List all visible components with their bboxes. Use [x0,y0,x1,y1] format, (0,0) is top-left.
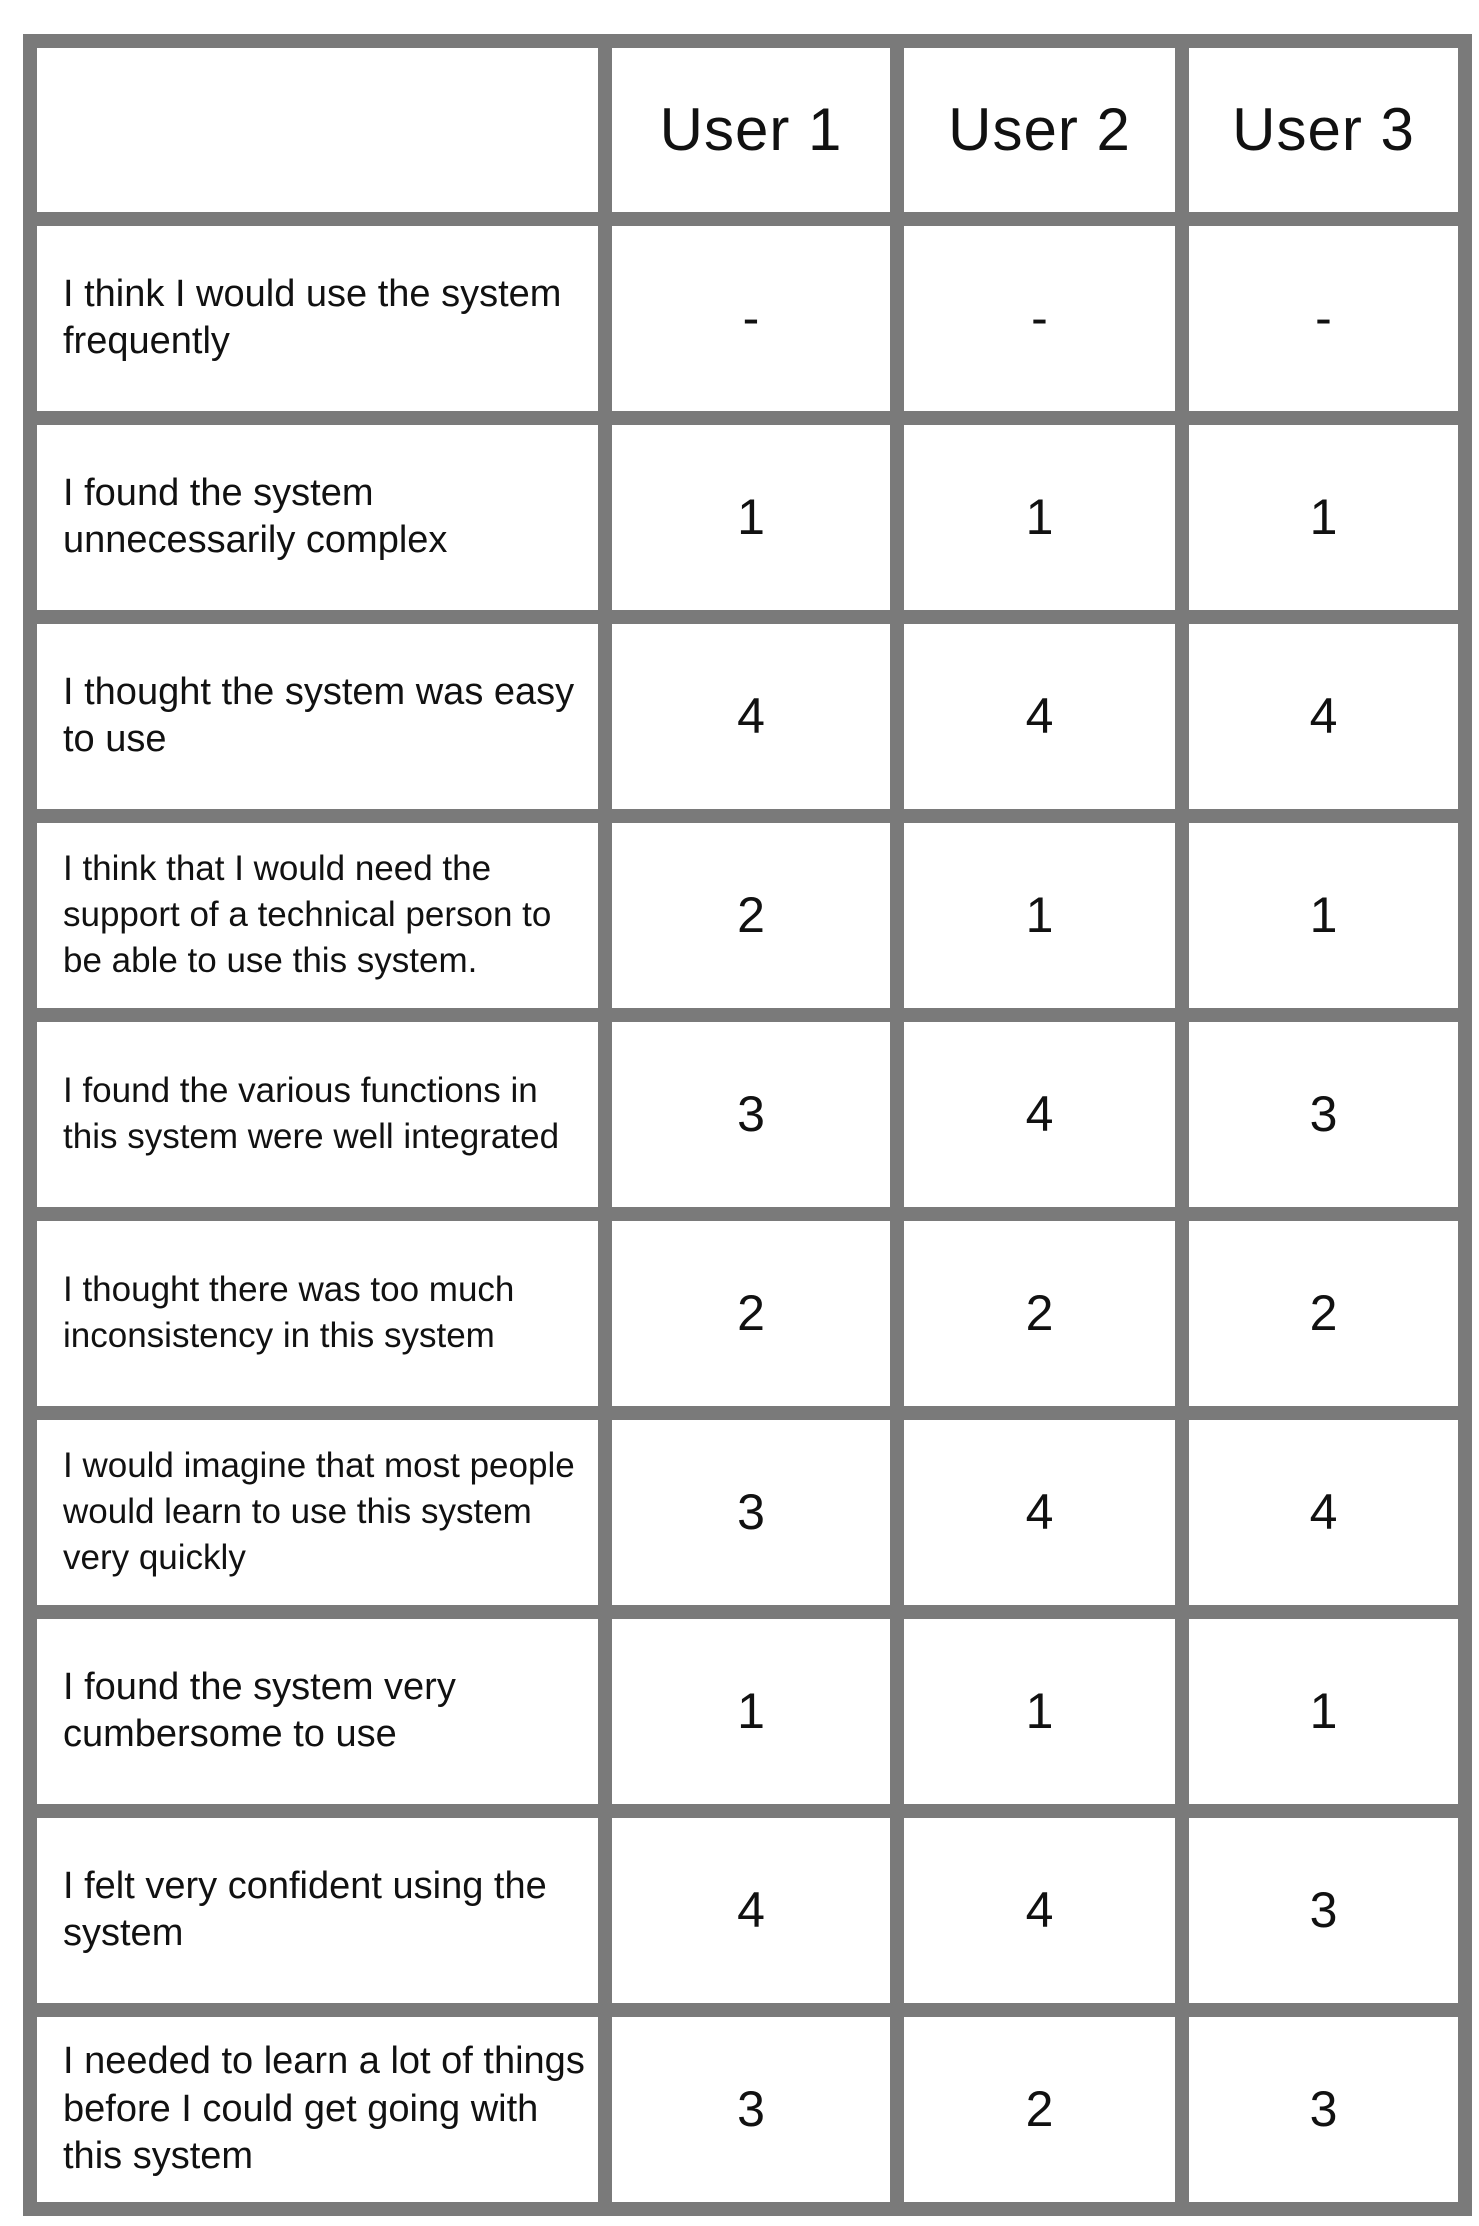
score-user-1: - [605,219,897,418]
table-row [30,219,1465,418]
table-row [30,816,1465,1015]
table-row [30,2010,1465,2209]
score-user-2: 1 [897,418,1182,617]
score-user-1: 1 [605,1612,897,1811]
header-user-3: User 3 [1182,41,1465,219]
score-user-2: - [897,219,1182,418]
score-user-3: 3 [1182,2010,1465,2209]
score-user-1: 1 [605,418,897,617]
score-user-1: 2 [605,816,897,1015]
usability-score-table [23,34,1472,2216]
score-user-3: 4 [1182,1413,1465,1612]
score-user-2: 4 [897,1015,1182,1214]
score-user-1: 2 [605,1214,897,1413]
score-user-1: 3 [605,1413,897,1612]
question-cell: I thought the system was easy to use [30,617,605,816]
table-row [30,418,1465,617]
score-user-3: 2 [1182,1214,1465,1413]
question-cell: I felt very confident using the system [30,1811,605,2010]
score-user-1: 3 [605,2010,897,2209]
score-user-3: 3 [1182,1811,1465,2010]
score-user-2: 4 [897,617,1182,816]
score-user-3: - [1182,219,1465,418]
question-cell: I found the system very cumbersome to use [30,1612,605,1811]
score-user-2: 2 [897,2010,1182,2209]
table-row [30,1811,1465,2010]
table-row [30,1413,1465,1612]
score-user-1: 3 [605,1015,897,1214]
score-user-2: 2 [897,1214,1182,1413]
score-user-3: 1 [1182,1612,1465,1811]
table-row [30,1214,1465,1413]
table-row [30,1612,1465,1811]
question-cell: I needed to learn a lot of things before I could get going with this system [30,2010,605,2209]
header-user-1: User 1 [605,41,897,219]
score-user-3: 1 [1182,418,1465,617]
question-cell: I think that I would need the support of a technical person to be able to use this system. [30,816,605,1015]
table-row [30,617,1465,816]
score-user-3: 3 [1182,1015,1465,1214]
header-corner-cell [30,41,605,219]
question-cell: I thought there was too much inconsistency in this system [30,1214,605,1413]
question-cell: I found the various functions in this system were well integrated [30,1015,605,1214]
question-cell: I would imagine that most people would learn to use this system very quickly [30,1413,605,1612]
score-user-3: 4 [1182,617,1465,816]
table-row [30,1015,1465,1214]
score-user-2: 4 [897,1413,1182,1612]
score-user-1: 4 [605,1811,897,2010]
score-user-1: 4 [605,617,897,816]
score-user-2: 1 [897,816,1182,1015]
question-cell: I think I would use the system frequently [30,219,605,418]
question-cell: I found the system unnecessarily complex [30,418,605,617]
score-user-2: 1 [897,1612,1182,1811]
score-user-2: 4 [897,1811,1182,2010]
score-user-3: 1 [1182,816,1465,1015]
table-header-row [30,41,1465,219]
header-user-2: User 2 [897,41,1182,219]
